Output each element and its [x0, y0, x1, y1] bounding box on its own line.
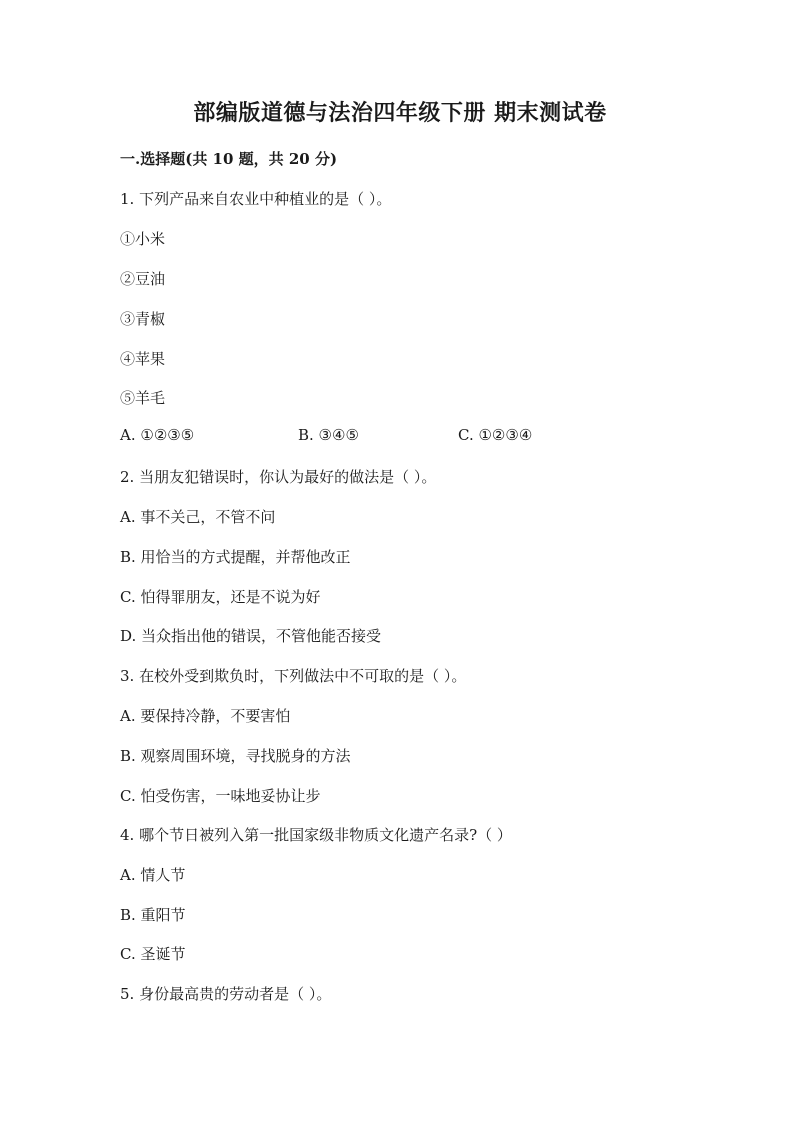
- question-2-option-b: B. 用恰当的方式提醒，并帮他改正: [120, 548, 351, 566]
- question-3-stem: 3. 在校外受到欺负时，下列做法中不可取的是（ ）。: [120, 667, 467, 685]
- question-1-item: ③青椒: [120, 310, 166, 328]
- question-4-option-c: C. 圣诞节: [120, 945, 186, 963]
- question-1-item: ④苹果: [120, 350, 166, 368]
- question-1-item: ⑤羊毛: [120, 389, 166, 407]
- question-1-stem: 1. 下列产品来自农业中种植业的是（ ）。: [120, 190, 392, 208]
- question-3-option-a: A. 要保持冷静，不要害怕: [120, 707, 291, 725]
- question-2-stem: 2. 当朋友犯错误时，你认为最好的做法是（ ）。: [120, 468, 437, 486]
- question-2-option-d: D. 当众指出他的错误，不管他能否接受: [120, 627, 382, 645]
- question-1-option-c: C. ①②③④: [458, 426, 533, 444]
- question-4-option-b: B. 重阳节: [120, 906, 186, 924]
- question-2-option-c: C. 怕得罪朋友，还是不说为好: [120, 588, 321, 606]
- question-5-stem: 5. 身份最高贵的劳动者是（ ）。: [120, 985, 332, 1003]
- question-3-option-b: B. 观察周围环境，寻找脱身的方法: [120, 747, 351, 765]
- question-1-item: ①小米: [120, 230, 166, 248]
- question-3-option-c: C. 怕受伤害，一味地妥协让步: [120, 787, 321, 805]
- question-1-option-b: B. ③④⑤: [298, 426, 359, 444]
- question-2-option-a: A. 事不关己，不管不问: [120, 508, 276, 526]
- question-4-option-a: A. 情人节: [120, 866, 186, 884]
- question-1-item: ②豆油: [120, 270, 166, 288]
- section-heading: 一.选择题(共 10 题，共 20 分): [120, 150, 338, 168]
- question-1-option-a: A. ①②③⑤: [120, 426, 195, 444]
- page-title: 部编版道德与法治四年级下册 期末测试卷: [193, 100, 607, 126]
- question-4-stem: 4. 哪个节日被列入第一批国家级非物质文化遗产名录?（ ）: [120, 826, 512, 844]
